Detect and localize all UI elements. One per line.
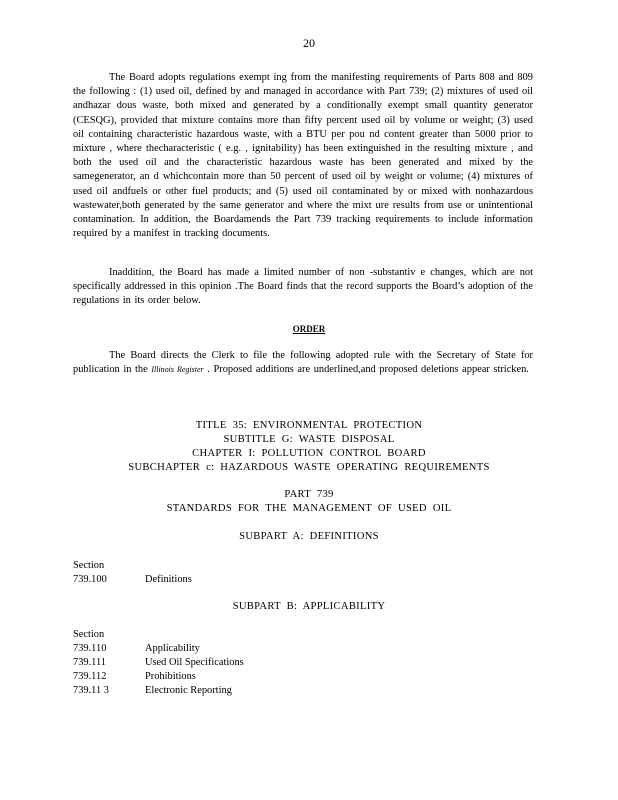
section-number: 739.11 3 [73,685,109,696]
section-title: Applicability [145,643,200,654]
section-number: 739.110 [73,643,107,654]
register-name: Illinois Register [151,365,204,375]
title-line: TITLE 35: ENVIRONMENTAL PROTECTION [195,420,423,431]
paragraph-exemptions: The Board adopts regulations exempt ing from the manifesting requirements of Parts 808 and 809 the following : (1) used oil, defined by and managed in accordance with Part 739; (2) mixtures of used oil andhazar dous waste, both mixed and generated by a conditionally exempt small quantity generator (CESQG), provided that mixture contains more than fifty percent used oil by volume or weight; (3) used oil containing characteristic hazardous waste, with a BTU per pou nd content greater than 5000 prior to mixture , where thecharacteristic ( e.g. , ignitability) has been extinguished in the resulting mixture , and both the used oil and the characteristic hazardous waste has been generated and mixed by the samegenerator, an d whichcontain more than 50 percent of used oil by weight or volume; (4) mixtures of used oil andfuels or other fuel products; and (5) used oil contaminated by or mixed with nonhazardous wastewater,both generated by the same generator and where the mixt ure results from use or unintentional contamination. In addition, the Boardamends the Part 739 tracking requirements to include information required by a manifest in tracking documents. [73,72,533,240]
page-number: 20 [303,36,315,50]
subpart-b-toc [73,628,244,698]
paragraph-directive [73,349,533,377]
section-label: Section [73,560,105,571]
part-title: STANDARDS FOR THE MANAGEMENT OF USED OIL [166,503,452,514]
part-number: PART 739 [284,489,334,500]
paragraph-changes: Inaddition, the Board has made a limited number of non -substantiv e changes, which are not specifically addressed in this opinion .The Board finds that the record supports the Board’s adoption of the regulations in its order below. [73,267,533,307]
title-block [0,419,618,475]
directive-text-1: The Board directs the Clerk to file the following adopted rule with the Secretary of State for publication in the [73,350,533,376]
toc-row [73,642,244,656]
section-label: Section [73,629,105,640]
section-title: Prohibitions [145,671,196,682]
chapter-line: CHAPTER I: POLLUTION CONTROL BOARD [192,448,426,459]
subpart-b-heading: SUBPART B: APPLICABILITY [232,601,386,612]
section-title: Used Oil Specifications [145,657,244,668]
subpart-a-heading: SUBPART A: DEFINITIONS [239,531,379,542]
directive-text-2: . Proposed additions are underlined,and proposed deletions appear stricken. [203,364,529,376]
section-number: 739.111 [73,657,106,668]
order-heading: ORDER [292,324,326,334]
section-title: Electronic Reporting [145,685,232,696]
subpart-a-toc [73,559,192,587]
section-number: 739.112 [73,671,107,682]
section-title: Definitions [145,574,192,585]
toc-row [73,656,244,670]
toc-row [73,684,244,698]
part-block [0,488,618,516]
toc-row [73,573,192,587]
subchapter-line: SUBCHAPTER c: HAZARDOUS WASTE OPERATING REQUIREMENTS [128,462,490,473]
section-number: 739.100 [73,574,107,585]
subtitle-line: SUBTITLE G: WASTE DISPOSAL [223,434,395,445]
toc-row [73,670,244,684]
